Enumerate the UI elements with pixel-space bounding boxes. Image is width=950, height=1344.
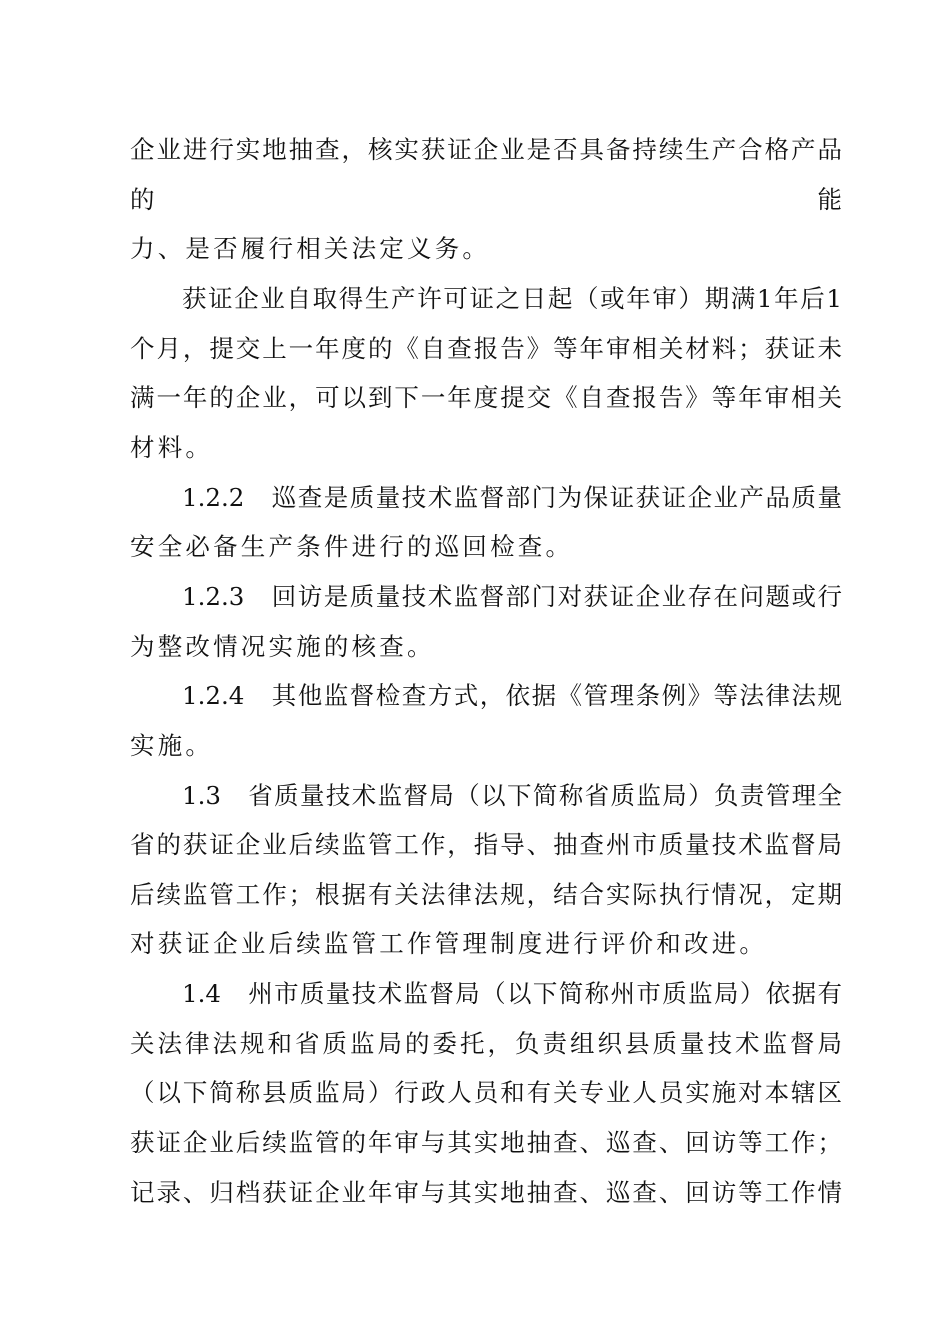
text-line: 安全必备生产条件进行的巡回检查。 bbox=[130, 532, 574, 561]
text-line: 1.4 州市质量技术监督局（以下简称州市质监局）依据有 bbox=[182, 979, 842, 1008]
text-line: 为整改情况实施的核查。 bbox=[130, 632, 435, 661]
text-line: 记录、归档获证企业年审与其实地抽查、巡查、回访等工作情 bbox=[130, 1178, 842, 1207]
text-line: 个月，提交上一年度的《自查报告》等年审相关材料；获证未 bbox=[130, 334, 842, 363]
text-line: 的 bbox=[130, 185, 155, 214]
text-line: 1.2.2 巡查是质量技术监督部门为保证获证企业产品质量 bbox=[182, 483, 842, 512]
text-line: 企业进行实地抽查，核实获证企业是否具备持续生产合格产品 bbox=[130, 135, 842, 164]
text-line: 满一年的企业，可以到下一年度提交《自查报告》等年审相关 bbox=[130, 383, 842, 412]
text-line: 1.3 省质量技术监督局（以下简称省质监局）负责管理全 bbox=[182, 781, 842, 810]
text-line: 力、是否履行相关法定义务。 bbox=[130, 234, 491, 263]
text-line: 能 bbox=[817, 185, 842, 214]
text-line: 实施。 bbox=[130, 731, 214, 760]
text-line: （以下简称县质监局）行政人员和有关专业人员实施对本辖区 bbox=[130, 1078, 842, 1107]
text-line: 省的获证企业后续监管工作，指导、抽查州市质量技术监督局 bbox=[130, 830, 842, 859]
text-line: 获证企业后续监管的年审与其实地抽查、巡查、回访等工作； bbox=[130, 1128, 842, 1157]
text-line: 1.2.4 其他监督检查方式，依据《管理条例》等法律法规 bbox=[182, 681, 842, 710]
text-line: 1.2.3 回访是质量技术监督部门对获证企业存在问题或行 bbox=[182, 582, 842, 611]
text-line: 材料。 bbox=[130, 433, 214, 462]
text-line: 获证企业自取得生产许可证之日起（或年审）期满1年后1 bbox=[182, 284, 842, 313]
text-line: 关法律法规和省质监局的委托，负责组织县质量技术监督局 bbox=[130, 1029, 842, 1058]
text-line: 对获证企业后续监管工作管理制度进行评价和改进。 bbox=[130, 929, 768, 958]
text-line: 后续监管工作；根据有关法律法规，结合实际执行情况，定期 bbox=[130, 880, 842, 909]
